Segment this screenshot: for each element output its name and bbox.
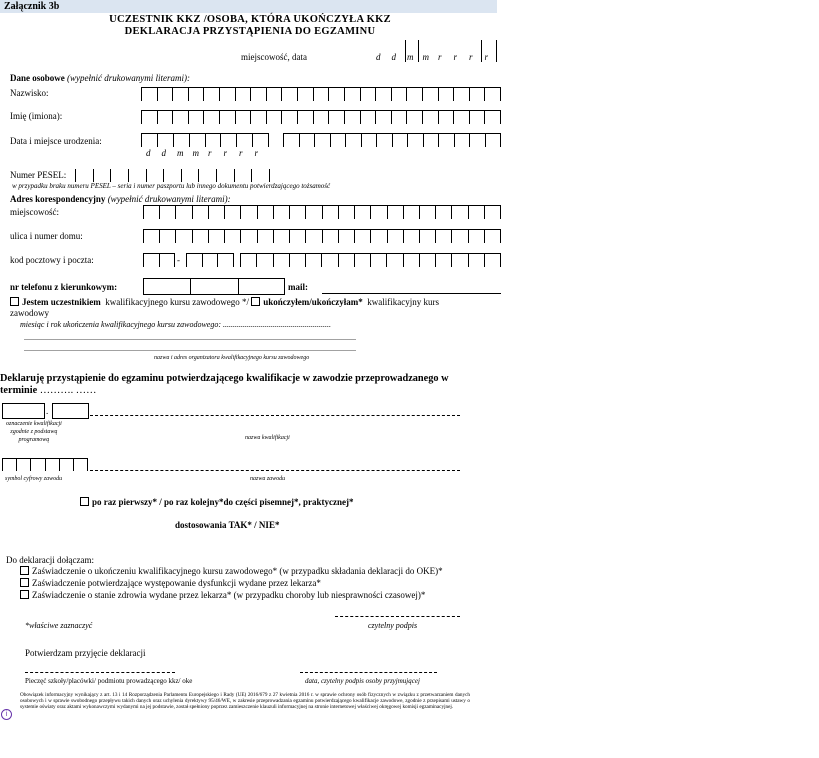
personal-heading: Dane osobowe (wypełnić drukowanymi literami): [10, 73, 190, 83]
input-cell[interactable] [252, 169, 270, 182]
input-cell[interactable] [331, 134, 347, 147]
input-cell[interactable] [404, 206, 420, 219]
input-cell[interactable] [323, 230, 339, 243]
input-cell[interactable] [376, 111, 392, 124]
confirm-label: Potwierdzam przyjęcie deklaracji [25, 648, 146, 658]
input-cell[interactable] [160, 230, 176, 243]
qualification-name-field[interactable] [90, 415, 460, 416]
input-cell[interactable] [147, 169, 165, 182]
input-cell[interactable] [204, 88, 220, 101]
city-label: miejscowość: [10, 207, 59, 217]
month-year-field[interactable]: miesiąc i rok ukończenia kwalifikacyjnego kursu zawodowego: ...................................................... [20, 320, 331, 329]
input-cell[interactable] [298, 88, 314, 101]
input-cell[interactable] [17, 458, 31, 471]
input-cell[interactable] [290, 206, 306, 219]
postal-code-field-a[interactable] [143, 253, 175, 267]
input-cell[interactable] [314, 88, 330, 101]
input-cell[interactable] [485, 111, 501, 124]
input-cell[interactable] [283, 134, 300, 147]
input-cell[interactable] [436, 206, 452, 219]
input-cell[interactable] [376, 88, 392, 101]
input-cell[interactable] [362, 134, 378, 147]
input-cell[interactable] [164, 169, 182, 182]
date-letter: d [376, 52, 381, 62]
input-cell[interactable] [485, 254, 501, 267]
pesel-note: w przypadku braku numeru PESEL – seria i numer paszportu lub innego dokumentu potwierdzającego tożsamość [12, 182, 331, 190]
enrolled-checkbox[interactable] [10, 297, 19, 306]
input-cell[interactable] [274, 254, 290, 267]
input-cell[interactable] [220, 111, 236, 124]
input-cell[interactable] [209, 230, 225, 243]
input-cell[interactable] [220, 88, 236, 101]
input-cell[interactable] [470, 88, 486, 101]
input-cell[interactable] [241, 230, 257, 243]
date-letter: r [453, 52, 458, 62]
input-cell[interactable] [141, 134, 158, 147]
date-letter: r [239, 148, 243, 158]
date-letter: r [208, 148, 212, 158]
input-cell[interactable] [236, 111, 252, 124]
input-cell[interactable] [267, 111, 283, 124]
input-cell[interactable] [361, 111, 377, 124]
input-cell[interactable] [182, 169, 200, 182]
date-letter: r [223, 148, 228, 158]
input-cell[interactable] [225, 206, 241, 219]
qualification-code-box-2[interactable] [52, 403, 89, 419]
input-cell[interactable] [393, 134, 409, 147]
input-cell[interactable] [485, 230, 501, 243]
input-cell[interactable] [345, 88, 361, 101]
phone-field[interactable] [143, 278, 285, 295]
input-cell[interactable] [469, 206, 485, 219]
stamp-caption: Pieczęć szkoły/placówki/ podmiotu prowadzącego kkz/ oke [25, 677, 193, 685]
input-cell[interactable] [274, 206, 290, 219]
birth-label: Data i miejsce urodzenia: [10, 136, 102, 146]
form-title-line1: UCZESTNIK KKZ /OSOBA, KTÓRA UKOŃCZYŁA KKZ [109, 14, 391, 25]
input-cell[interactable] [143, 206, 160, 219]
input-cell[interactable] [452, 254, 468, 267]
rodo-notice: Obowiązek informacyjny wynikający z art. 13 i 14 Rozporządzenia Parlamentu Europejskiego i Rady (UE) 2016/679 z 27 kwietnia 2016 r. w sprawie ochrony osób fizycznych w związku z przetwarzaniem danych osobowych i w sprawie swobodnego przepływu takich danych oraz uchylenia dyrektywy 95/46/WE, w zakresie przeprowadzania egzaminu potwierdzającego kwalifikacje zawodowe, zgodnie z przepisami ustawy o systemie oświaty oraz aktami wykonawczymi wydanymi na jej podstawie, został spełniony poprzez zamieszczenie klauzuli informacyjnej na stronie internetowej właściwej okręgowej komisji egzaminacyjnej. [20, 692, 470, 711]
input-cell[interactable] [345, 111, 361, 124]
input-cell[interactable] [193, 206, 209, 219]
input-cell[interactable] [298, 111, 314, 124]
input-cell[interactable] [407, 88, 423, 101]
input-cell[interactable] [31, 458, 45, 471]
birth-place-field[interactable] [283, 133, 501, 147]
attachment-item-3[interactable]: Zaświadczenie o stanie zdrowia wydane przez lekarza* (w przypadku choroby lub niesprawności czasowej)* [20, 590, 425, 600]
input-cell[interactable] [60, 458, 74, 471]
declaration-line2: terminie ………. …… [0, 385, 97, 396]
street-field[interactable] [143, 229, 501, 243]
input-cell[interactable] [355, 254, 371, 267]
input-cell[interactable] [282, 88, 298, 101]
input-cell[interactable] [218, 254, 234, 267]
input-cell[interactable] [387, 254, 403, 267]
input-cell[interactable] [141, 88, 158, 101]
input-cell[interactable] [455, 134, 471, 147]
input-cell[interactable] [306, 254, 322, 267]
receiver-signature-field[interactable] [300, 672, 437, 673]
names-field[interactable] [141, 110, 501, 124]
input-cell[interactable] [408, 134, 424, 147]
input-cell[interactable] [371, 230, 387, 243]
input-cell[interactable] [158, 88, 174, 101]
input-cell[interactable] [420, 254, 436, 267]
input-cell[interactable] [217, 169, 235, 182]
receiver-caption: data, czytelny podpis osoby przyjmującej [305, 677, 420, 685]
input-cell[interactable] [485, 88, 501, 101]
input-cell[interactable] [339, 230, 355, 243]
date-letter: r [484, 52, 489, 62]
input-cell[interactable] [439, 134, 455, 147]
input-cell[interactable] [339, 206, 355, 219]
input-cell[interactable] [111, 169, 129, 182]
input-cell[interactable] [199, 169, 217, 182]
input-cell[interactable] [371, 254, 387, 267]
organizer-dots-2[interactable]: ...................................................................................................................................................................... [24, 344, 356, 353]
input-cell[interactable] [407, 111, 423, 124]
input-cell[interactable] [186, 254, 203, 267]
organizer-dots-1[interactable]: ...................................................................................................................................................................... [24, 333, 356, 342]
input-cell[interactable] [329, 88, 345, 101]
input-cell[interactable] [339, 254, 355, 267]
input-cell[interactable] [158, 111, 174, 124]
names-label: Imię (imiona): [10, 111, 63, 121]
input-cell[interactable] [75, 169, 94, 182]
input-cell[interactable] [235, 169, 253, 182]
input-cell[interactable] [392, 88, 408, 101]
input-cell[interactable] [221, 134, 237, 147]
postal-label: kod pocztowy i poczta: [10, 255, 94, 265]
date-letter: d [391, 52, 396, 62]
input-cell[interactable] [173, 88, 189, 101]
date-letter: m [407, 52, 414, 62]
signature-field[interactable] [335, 616, 460, 617]
post-office-field[interactable] [240, 253, 501, 267]
completed-checkbox[interactable] [251, 297, 260, 306]
info-icon: i [1, 709, 12, 720]
input-cell[interactable] [160, 206, 176, 219]
date-letter: r [438, 52, 442, 62]
input-cell[interactable] [452, 230, 468, 243]
course-line: Jestem uczestnikiem kwalifikacyjnego kursu zawodowego */ ukończyłem/ukończyłam* kwalifikacyjny kurs [10, 297, 439, 307]
input-cell[interactable] [485, 206, 501, 219]
pesel-field[interactable] [75, 169, 270, 182]
stamp-field[interactable] [25, 672, 175, 673]
date-letter: r [254, 148, 259, 158]
input-cell[interactable] [404, 254, 420, 267]
input-cell[interactable] [388, 230, 404, 243]
input-cell[interactable] [439, 111, 455, 124]
input-cell[interactable] [355, 230, 371, 243]
adaptation-options[interactable]: dostosowania TAK* / NIE* [175, 520, 280, 530]
input-cell[interactable] [193, 230, 209, 243]
attachment-label: Załącznik 3b [0, 0, 497, 13]
input-cell[interactable] [274, 230, 290, 243]
input-cell[interactable] [282, 111, 298, 124]
input-cell[interactable] [189, 88, 205, 101]
input-cell[interactable] [388, 206, 404, 219]
input-cell[interactable] [423, 111, 439, 124]
date-letter: m [177, 148, 184, 158]
input-cell[interactable] [237, 134, 253, 147]
input-cell[interactable] [486, 134, 502, 147]
input-cell[interactable] [129, 169, 147, 182]
input-cell[interactable] [306, 206, 322, 219]
input-cell[interactable] [257, 254, 273, 267]
declaration-line1: Deklaruję przystąpienie do egzaminu potwierdzającego kwalifikacje w zawodzie przeprowadzanego w [0, 373, 449, 384]
input-cell[interactable] [377, 134, 393, 147]
mail-field[interactable] [322, 293, 501, 294]
input-cell[interactable] [258, 230, 274, 243]
place-date-label: miejscowość, data [241, 52, 307, 62]
input-cell[interactable] [2, 458, 17, 471]
profession-symbol-field[interactable] [2, 458, 88, 471]
attachment-item-2[interactable]: Zaświadczenie potwierdzające występowanie dysfunkcji wydane przez lekarza* [20, 578, 321, 588]
input-cell[interactable] [452, 206, 468, 219]
input-cell[interactable] [420, 230, 436, 243]
input-cell[interactable] [300, 134, 316, 147]
symbol-caption: symbol cyfrowy zawodu [5, 476, 63, 482]
input-cell[interactable] [143, 254, 160, 267]
select-note: *właściwe zaznaczyć [25, 621, 93, 630]
input-cell[interactable] [315, 134, 331, 147]
input-cell[interactable] [371, 206, 387, 219]
postal-code-field-b[interactable] [186, 253, 234, 267]
qualification-code-caption: oznaczenie kwalifikacji zgodnie z podstawą programową [6, 421, 62, 443]
attachment-item-1[interactable]: Zaświadczenie o ukończeniu kwalifikacyjnego kursu zawodowego* (w przypadku składania deklaracji do OKE)* [20, 566, 443, 576]
input-cell[interactable] [329, 111, 345, 124]
date-letter: r [469, 52, 473, 62]
input-cell[interactable] [160, 254, 176, 267]
input-cell[interactable] [240, 254, 257, 267]
profession-name-field[interactable] [90, 470, 460, 471]
input-cell[interactable] [322, 254, 338, 267]
input-cell[interactable] [174, 134, 190, 147]
input-cell[interactable] [420, 206, 436, 219]
city-field[interactable] [143, 205, 501, 219]
input-cell[interactable] [355, 206, 371, 219]
input-cell[interactable] [46, 458, 60, 471]
mail-label: mail: [288, 282, 308, 292]
input-cell[interactable] [439, 88, 455, 101]
surname-field[interactable] [141, 87, 501, 101]
street-label: ulica i numer domu: [10, 231, 83, 241]
input-cell[interactable] [241, 206, 257, 219]
qualification-code-box-1[interactable] [2, 403, 45, 419]
input-cell[interactable] [346, 134, 362, 147]
input-cell[interactable] [176, 230, 192, 243]
input-cell[interactable] [74, 458, 88, 471]
input-cell[interactable] [323, 206, 339, 219]
profession-caption: nazwa zawodu [250, 476, 286, 482]
input-cell[interactable] [314, 111, 330, 124]
input-cell[interactable] [423, 88, 439, 101]
organizer-caption: nazwa i adres organizatora kwalifikacyjnego kursu zawodowego [154, 355, 310, 361]
input-cell[interactable] [189, 111, 205, 124]
surname-label: Nazwisko: [10, 88, 49, 98]
phone-label: nr telefonu z kierunkowym: [10, 282, 118, 292]
input-cell[interactable] [141, 111, 158, 124]
input-cell[interactable] [258, 206, 274, 219]
input-cell[interactable] [454, 88, 470, 101]
input-cell[interactable] [436, 254, 452, 267]
input-cell[interactable] [225, 230, 241, 243]
attempt-options[interactable]: po raz pierwszy* / po raz kolejny*do części pisemnej*, praktycznej* [80, 497, 353, 507]
input-cell[interactable] [158, 134, 174, 147]
input-cell[interactable] [404, 230, 420, 243]
input-cell[interactable] [469, 254, 485, 267]
attachments-heading: Do deklaracji dołączam: [6, 555, 94, 565]
input-cell[interactable] [469, 230, 485, 243]
birth-date-field[interactable] [141, 133, 269, 147]
input-cell[interactable] [236, 88, 252, 101]
input-cell[interactable] [190, 134, 206, 147]
input-cell[interactable] [267, 88, 283, 101]
address-heading: Adres korespondencyjny (wypełnić drukowanymi literami): [10, 194, 231, 204]
input-cell[interactable] [290, 254, 306, 267]
input-cell[interactable] [209, 206, 225, 219]
input-cell[interactable] [470, 111, 486, 124]
input-cell[interactable] [306, 230, 322, 243]
signature-caption: czytelny podpis [368, 621, 418, 630]
date-letter: d [161, 148, 166, 158]
input-cell[interactable] [251, 88, 267, 101]
pesel-label: Numer PESEL: [10, 170, 67, 180]
date-letter: m [422, 52, 429, 62]
input-cell[interactable] [251, 111, 267, 124]
input-cell[interactable] [204, 111, 220, 124]
input-cell[interactable] [290, 230, 306, 243]
input-cell[interactable] [203, 254, 219, 267]
input-cell[interactable] [361, 88, 377, 101]
input-cell[interactable] [470, 134, 486, 147]
form-title-line2: DEKLARACJA PRZYSTĄPIENIA DO EGZAMINU [124, 26, 376, 37]
date-letter: m [192, 148, 199, 158]
input-cell[interactable] [173, 111, 189, 124]
qualification-name-caption: nazwa kwalifikacji [245, 435, 290, 441]
date-letter: d [146, 148, 151, 158]
input-cell[interactable] [253, 134, 269, 147]
input-cell[interactable] [176, 206, 192, 219]
input-cell[interactable] [424, 134, 440, 147]
input-cell[interactable] [94, 169, 112, 182]
input-cell[interactable] [436, 230, 452, 243]
input-cell[interactable] [143, 230, 160, 243]
input-cell[interactable] [206, 134, 222, 147]
input-cell[interactable] [392, 111, 408, 124]
input-cell[interactable] [454, 111, 470, 124]
